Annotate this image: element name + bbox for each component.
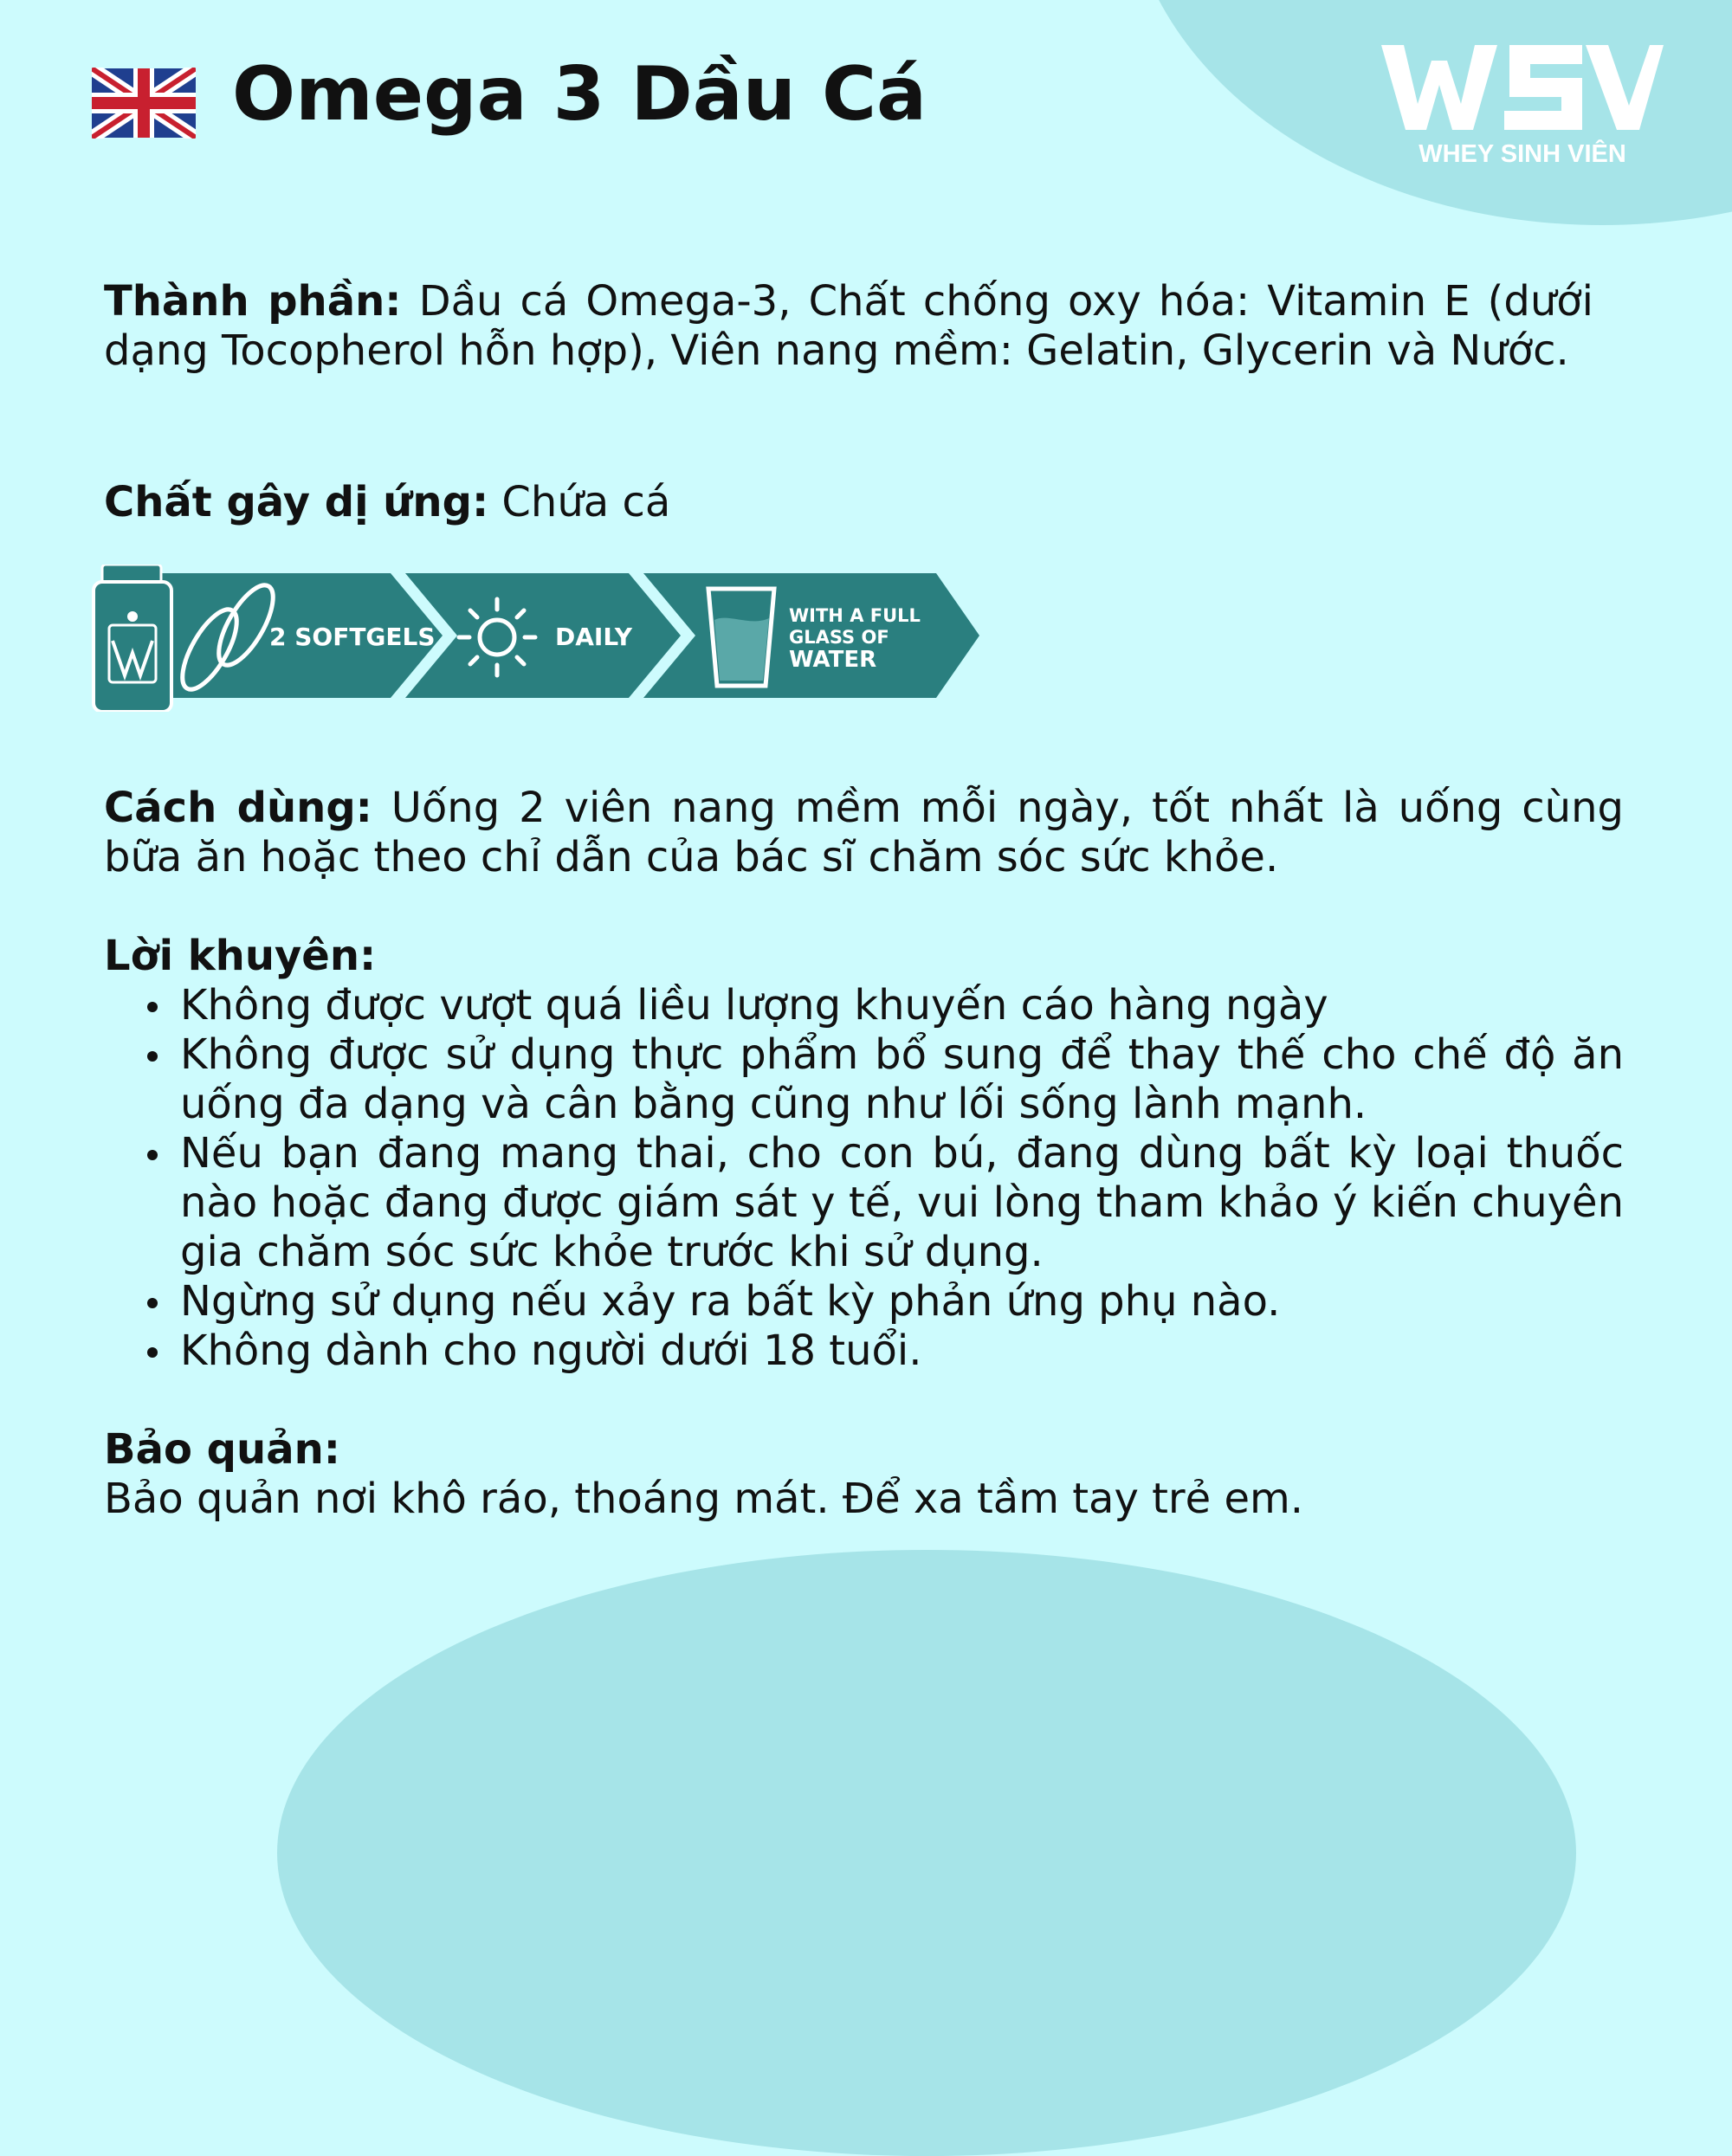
advice-item-text: Không dành cho người dưới 18 tuổi. bbox=[180, 1327, 922, 1375]
bullet-icon bbox=[147, 1298, 158, 1308]
bullet-icon bbox=[147, 1002, 158, 1012]
storage-text: Bảo quản nơi khô ráo, thoáng mát. Để xa tầm tay trẻ em. bbox=[104, 1475, 1303, 1523]
page-title: Omega 3 Dầu Cá bbox=[232, 51, 927, 138]
banner-step-water-line1: WITH A FULL bbox=[789, 605, 921, 626]
supplement-bottle-icon bbox=[94, 565, 171, 712]
storage-section bbox=[104, 1425, 1628, 1524]
background-blob-bottom bbox=[277, 1550, 1576, 2156]
advice-item-text: Không được sử dụng thực phẩm bổ sung để thay thế cho chế độ ăn uống đa dạng và cân bằng cũng như lối sống lành mạnh. bbox=[180, 1030, 1624, 1128]
ingredients-section bbox=[104, 277, 1593, 376]
advice-item bbox=[104, 981, 1624, 1030]
bullet-icon bbox=[147, 1150, 158, 1160]
allergen-section bbox=[104, 478, 1628, 527]
advice-item bbox=[104, 1277, 1624, 1327]
advice-label: Lời khuyên: bbox=[104, 932, 377, 980]
usage-text: Uống 2 viên nang mềm mỗi ngày, tốt nhất là uống cùng bữa ăn hoặc theo chỉ dẫn của bác sĩ chăm sóc sức khỏe. bbox=[104, 784, 1624, 881]
ingredients-label: Thành phần: bbox=[104, 277, 402, 326]
advice-item bbox=[104, 1030, 1624, 1129]
brand-tagline: WHEY SINH VIÊN bbox=[1419, 140, 1626, 168]
advice-item bbox=[104, 1129, 1624, 1277]
wsv-logo-mark bbox=[1381, 42, 1664, 133]
banner-step-water-line2: GLASS OF bbox=[789, 627, 889, 648]
brand-logo bbox=[1381, 42, 1664, 169]
advice-item-text: Không được vượt quá liều lượng khuyến cáo hàng ngày bbox=[180, 981, 1328, 1030]
uk-flag-icon bbox=[92, 68, 196, 139]
advice-list bbox=[104, 981, 1624, 1376]
banner-band-daily bbox=[405, 573, 681, 698]
dosage-banner bbox=[92, 565, 984, 712]
advice-item bbox=[104, 1327, 1624, 1376]
banner-step-water-line3: WATER bbox=[789, 647, 877, 673]
allergen-text: Chứa cá bbox=[501, 478, 671, 526]
bullet-icon bbox=[147, 1051, 158, 1062]
advice-item-text: Nếu bạn đang mang thai, cho con bú, đang dùng bất kỳ loại thuốc nào hoặc đang được giám sát y tế, vui lòng tham khảo ý kiến chuyên gia chăm sóc sức khỏe trước khi sử dụng. bbox=[180, 1129, 1624, 1276]
allergen-label: Chất gây dị ứng: bbox=[104, 478, 489, 526]
storage-label: Bảo quản: bbox=[104, 1425, 340, 1474]
usage-section bbox=[104, 784, 1624, 882]
banner-step-daily: DAILY bbox=[555, 623, 633, 651]
bullet-icon bbox=[147, 1347, 158, 1358]
banner-step-softgels: 2 SOFTGELS bbox=[269, 623, 436, 651]
ingredients-text: Dầu cá Omega-3, Chất chống oxy hóa: Vitamin E (dưới dạng Tocopherol hỗn hợp), Viên nang mềm: Gelatin, Glycerin và Nước. bbox=[104, 277, 1594, 375]
usage-label: Cách dùng: bbox=[104, 784, 372, 832]
advice-section bbox=[104, 932, 1624, 1376]
advice-item-text: Ngừng sử dụng nếu xảy ra bất kỳ phản ứng phụ nào. bbox=[180, 1277, 1281, 1326]
